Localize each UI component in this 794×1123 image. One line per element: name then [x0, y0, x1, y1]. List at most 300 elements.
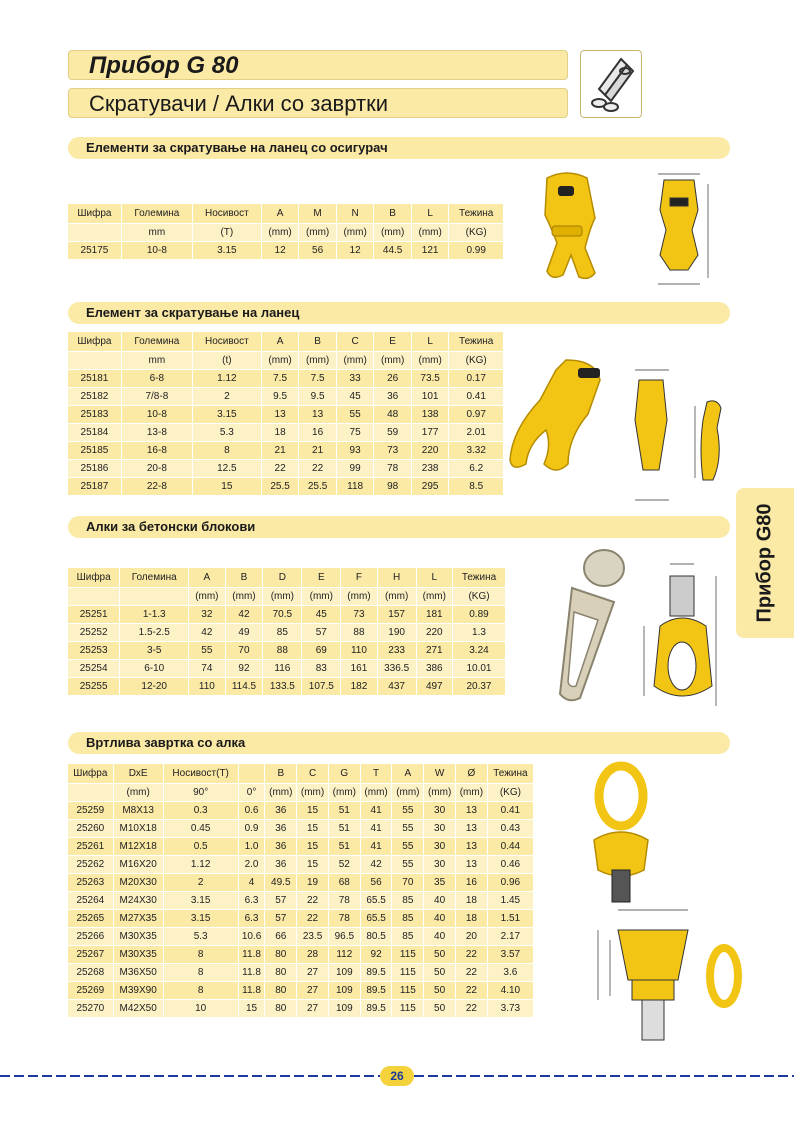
table-header-cell: [120, 588, 189, 606]
table-cell: 51: [328, 802, 360, 820]
table-cell: 497: [416, 678, 452, 696]
table-header-cell: (mm): [416, 588, 452, 606]
table-header-cell: Шифра: [68, 764, 113, 784]
table-cell: 28: [297, 946, 329, 964]
table-cell: 55: [336, 406, 374, 424]
table-cell: 109: [328, 982, 360, 1000]
table-header-cell: (mm): [297, 784, 329, 802]
table-header-cell: (mm): [299, 352, 337, 370]
table-cell: 118: [336, 478, 374, 496]
table-header-row: [68, 332, 504, 352]
table-cell: 13: [456, 802, 488, 820]
table-header-cell: N: [336, 204, 374, 224]
table-cell: M30X35: [113, 946, 163, 964]
table-cell: 25183: [68, 406, 121, 424]
table-row: [68, 242, 504, 260]
table-row: [68, 678, 506, 696]
table-cell: 45: [302, 606, 341, 624]
table-cell: M8X13: [113, 802, 163, 820]
table-cell: 25264: [68, 892, 113, 910]
table-cell: 0.89: [452, 606, 505, 624]
table-cell: 114.5: [225, 678, 263, 696]
chain-decoration-right: [414, 1070, 794, 1082]
table-cell: 220: [416, 624, 452, 642]
table-cell: 10.01: [452, 660, 505, 678]
diagram-swivel-eye-bolt: [588, 900, 748, 1050]
table-cell: 55: [392, 838, 424, 856]
table-cell: 25259: [68, 802, 113, 820]
table-cell: 3.32: [449, 442, 504, 460]
table-cell: 138: [411, 406, 449, 424]
table-cell: 5.3: [163, 928, 238, 946]
table-header-cell: Шифра: [68, 568, 120, 588]
table-cell: 25254: [68, 660, 120, 678]
table-cell: 0.3: [163, 802, 238, 820]
table-row: [68, 928, 534, 946]
table-cell: 13: [261, 406, 299, 424]
table-cell: 40: [424, 910, 456, 928]
table-cell: 13: [456, 820, 488, 838]
table-cell: 115: [392, 946, 424, 964]
table-header-cell: Тежина: [452, 568, 505, 588]
table-cell: 0.44: [487, 838, 533, 856]
table-cell: 7.5: [261, 370, 299, 388]
table-header-cell: E: [374, 332, 412, 352]
table-cell: 69: [302, 642, 341, 660]
table-cell: 25.5: [261, 478, 299, 496]
table-cell: 13: [299, 406, 337, 424]
table-cell: 89.5: [360, 982, 392, 1000]
table-header-cell: (mm): [374, 352, 412, 370]
side-tab: [736, 488, 794, 638]
table-header-cell: Големина: [120, 568, 189, 588]
table-cell: 23.5: [297, 928, 329, 946]
table-cell: M12X18: [113, 838, 163, 856]
table-cell: 0.46: [487, 856, 533, 874]
table-header-cell: (t): [192, 352, 261, 370]
table-cell: 15: [297, 802, 329, 820]
table-header-cell: B: [299, 332, 337, 352]
table-header-cell: (KG): [452, 588, 505, 606]
table-cell: 8.5: [449, 478, 504, 496]
table-cell: 85: [392, 892, 424, 910]
table-cell: 15: [297, 838, 329, 856]
table-cell: 3.15: [163, 910, 238, 928]
table-cell: 2.17: [487, 928, 533, 946]
page-title: Прибор G 80: [68, 50, 568, 80]
table-cell: 42: [225, 606, 263, 624]
table-cell: 50: [424, 982, 456, 1000]
table-cell: 16-8: [121, 442, 192, 460]
table-cell: 13: [456, 838, 488, 856]
table-cell: 27: [297, 982, 329, 1000]
table-header-cell: B: [265, 764, 297, 784]
table-cell: 25253: [68, 642, 120, 660]
table-cell: 3-5: [120, 642, 189, 660]
table-cell: 386: [416, 660, 452, 678]
table-header-cell: G: [328, 764, 360, 784]
table-cell: 25175: [68, 242, 121, 260]
table-header-cell: (mm): [360, 784, 392, 802]
table-row: [68, 910, 534, 928]
table-cell: 110: [341, 642, 377, 660]
table-cell: 116: [263, 660, 302, 678]
table-cell: M27X35: [113, 910, 163, 928]
table-cell: 99: [336, 460, 374, 478]
table-cell: 1-1.3: [120, 606, 189, 624]
table-cell: 57: [302, 624, 341, 642]
table-cell: 85: [392, 910, 424, 928]
table-cell: 27: [297, 1000, 329, 1018]
table-cell: 3.24: [452, 642, 505, 660]
table-row: [68, 478, 504, 496]
table-header-cell: L: [411, 332, 449, 352]
table-header-cell: T: [360, 764, 392, 784]
table-header-cell: Големина: [121, 204, 192, 224]
section-title-swivel-eye-bolt: Вртлива завртка со алка: [68, 732, 730, 754]
table-cell: 25251: [68, 606, 120, 624]
table-cell: 157: [377, 606, 416, 624]
table-cell: 25187: [68, 478, 121, 496]
table-cell: 25269: [68, 982, 113, 1000]
table-cell: 18: [261, 424, 299, 442]
table-cell: 12: [261, 242, 299, 260]
table-cell: 55: [392, 856, 424, 874]
table-cell: 88: [341, 624, 377, 642]
table-cell: 109: [328, 964, 360, 982]
section-title-shortener-with-safety: Елементи за скратување на ланец со осигурач: [68, 137, 730, 159]
table-cell: 107.5: [302, 678, 341, 696]
table-row: [68, 370, 504, 388]
table-header-cell: (mm): [377, 588, 416, 606]
table-cell: 41: [360, 820, 392, 838]
diagram-chain-shortener: [625, 360, 735, 510]
table-cell: 15: [238, 1000, 265, 1018]
table-cell: M24X30: [113, 892, 163, 910]
table-header-cell: A: [261, 332, 299, 352]
table-header-cell: Носивост(T): [163, 764, 238, 784]
table-cell: 190: [377, 624, 416, 642]
table-cell: 85: [392, 928, 424, 946]
table-cell: 7/8-8: [121, 388, 192, 406]
table-cell: 1.45: [487, 892, 533, 910]
table-cell: 80: [265, 946, 297, 964]
table-cell: 20.37: [452, 678, 505, 696]
table-cell: 89.5: [360, 1000, 392, 1018]
table-cell: 3.15: [192, 242, 261, 260]
table-cell: 25181: [68, 370, 121, 388]
table-header-cell: Шифра: [68, 204, 121, 224]
table-cell: 295: [411, 478, 449, 496]
table-cell: 1.12: [192, 370, 261, 388]
table-header-cell: E: [302, 568, 341, 588]
table-cell: 55: [392, 802, 424, 820]
table-header-cell: B: [225, 568, 263, 588]
table-cell: 25.5: [299, 478, 337, 496]
table-cell: 0.6: [238, 802, 265, 820]
table-cell: 10: [163, 1000, 238, 1018]
table-cell: 1.3: [452, 624, 505, 642]
table-cell: 48: [374, 406, 412, 424]
table-header-cell: L: [411, 204, 449, 224]
table-row: [68, 892, 534, 910]
table-cell: 101: [411, 388, 449, 406]
table-header-cell: A: [392, 764, 424, 784]
table-row: [68, 964, 534, 982]
table-cell: 36: [265, 838, 297, 856]
table-cell: 89.5: [360, 964, 392, 982]
table-cell: 11.8: [238, 964, 265, 982]
table-cell: 27: [297, 964, 329, 982]
table-cell: 78: [374, 460, 412, 478]
table-cell: 22: [456, 964, 488, 982]
table-cell: 0.96: [487, 874, 533, 892]
table-cell: 0.9: [238, 820, 265, 838]
table-header-row: [68, 224, 504, 242]
table-cell: 56: [299, 242, 337, 260]
table-cell: 22-8: [121, 478, 192, 496]
table-cell: 44.5: [374, 242, 412, 260]
table-cell: 115: [392, 964, 424, 982]
table-cell: 0.5: [163, 838, 238, 856]
table-cell: 18: [456, 910, 488, 928]
table-row: [68, 946, 534, 964]
table-cell: 80: [265, 964, 297, 982]
table-cell: 40: [424, 928, 456, 946]
diagram-shortener-with-safety: [650, 170, 720, 290]
table-cell: 4: [238, 874, 265, 892]
table-cell: 20-8: [121, 460, 192, 478]
table-row: [68, 820, 534, 838]
section-title-chain-shortener: Елемент за скратување на ланец: [68, 302, 730, 324]
table-cell: 6.2: [449, 460, 504, 478]
table-cell: 0.41: [487, 802, 533, 820]
table-header-cell: (mm): [424, 784, 456, 802]
table-cell: 22: [456, 946, 488, 964]
table-header-cell: [238, 764, 265, 784]
table-header-cell: Шифра: [68, 332, 121, 352]
table-header-cell: DxE: [113, 764, 163, 784]
table-cell: 92: [360, 946, 392, 964]
table-cell: 13: [456, 856, 488, 874]
table-cell: 2: [192, 388, 261, 406]
table-header-row: [68, 204, 504, 224]
table-row: [68, 1000, 534, 1018]
table-cell: 181: [416, 606, 452, 624]
table-cell: 83: [302, 660, 341, 678]
table-header-cell: (T): [192, 224, 261, 242]
table-cell: 66: [265, 928, 297, 946]
table-cell: 233: [377, 642, 416, 660]
table-cell: 75: [336, 424, 374, 442]
table-cell: 109: [328, 1000, 360, 1018]
spec-table-chain-shortener: [68, 332, 504, 496]
table-cell: 70: [225, 642, 263, 660]
table-cell: 88: [263, 642, 302, 660]
table-header-cell: [68, 784, 113, 802]
table-cell: 2: [163, 874, 238, 892]
table-cell: 133.5: [263, 678, 302, 696]
table-row: [68, 624, 506, 642]
table-cell: 41: [360, 802, 392, 820]
table-cell: 45: [336, 388, 374, 406]
table-header-cell: L: [416, 568, 452, 588]
table-cell: 68: [328, 874, 360, 892]
table-cell: 25262: [68, 856, 113, 874]
table-cell: 6.3: [238, 892, 265, 910]
table-cell: 65.5: [360, 910, 392, 928]
table-cell: 51: [328, 838, 360, 856]
table-cell: 49.5: [265, 874, 297, 892]
table-cell: 49: [225, 624, 263, 642]
table-cell: 25182: [68, 388, 121, 406]
table-row: [68, 460, 504, 478]
table-cell: 92: [225, 660, 263, 678]
table-cell: 26: [374, 370, 412, 388]
table-header-cell: [68, 588, 120, 606]
table-header-cell: Ø: [456, 764, 488, 784]
table-cell: 59: [374, 424, 412, 442]
table-cell: 80: [265, 1000, 297, 1018]
table-cell: 57: [265, 910, 297, 928]
table-cell: 8: [192, 442, 261, 460]
table-cell: 3.15: [163, 892, 238, 910]
table-cell: 22: [261, 460, 299, 478]
table-header-cell: Тежина: [449, 204, 504, 224]
table-cell: 85: [263, 624, 302, 642]
table-cell: 177: [411, 424, 449, 442]
table-cell: 182: [341, 678, 377, 696]
table-cell: 16: [299, 424, 337, 442]
table-cell: 73: [374, 442, 412, 460]
table-cell: 25263: [68, 874, 113, 892]
table-cell: 30: [424, 838, 456, 856]
table-cell: M39X90: [113, 982, 163, 1000]
table-cell: 15: [297, 856, 329, 874]
table-cell: 12: [336, 242, 374, 260]
table-cell: 50: [424, 1000, 456, 1018]
table-cell: 22: [299, 460, 337, 478]
table-cell: 115: [392, 1000, 424, 1018]
table-cell: 15: [297, 820, 329, 838]
table-header-cell: (mm): [189, 588, 225, 606]
table-header-cell: W: [424, 764, 456, 784]
table-cell: 4.10: [487, 982, 533, 1000]
table-cell: 93: [336, 442, 374, 460]
table-header-row: [68, 352, 504, 370]
table-cell: 41: [360, 838, 392, 856]
table-cell: 3.6: [487, 964, 533, 982]
table-cell: 11.8: [238, 946, 265, 964]
table-cell: 11.8: [238, 982, 265, 1000]
table-cell: 25184: [68, 424, 121, 442]
table-cell: 30: [424, 802, 456, 820]
table-header-cell: (KG): [487, 784, 533, 802]
table-cell: 2.01: [449, 424, 504, 442]
product-image-shortener-with-safety: [522, 168, 612, 288]
table-cell: M20X30: [113, 874, 163, 892]
table-cell: 40: [424, 892, 456, 910]
table-header-cell: (mm): [299, 224, 337, 242]
table-cell: 25261: [68, 838, 113, 856]
table-cell: 15: [192, 478, 261, 496]
table-header-cell: (KG): [449, 224, 504, 242]
table-cell: 50: [424, 964, 456, 982]
table-cell: 6-10: [120, 660, 189, 678]
page-subtitle: Скратувачи / Алки со завртки: [68, 88, 568, 118]
table-cell: 0.99: [449, 242, 504, 260]
chain-shortener-icon: [580, 50, 642, 118]
chain-decoration-left: [0, 1070, 380, 1082]
table-header-row: [68, 568, 506, 588]
table-cell: 112: [328, 946, 360, 964]
table-cell: 121: [411, 242, 449, 260]
table-cell: 10.6: [238, 928, 265, 946]
table-cell: 73: [341, 606, 377, 624]
table-header-cell: (mm): [341, 588, 377, 606]
table-cell: 110: [189, 678, 225, 696]
table-cell: 80: [265, 982, 297, 1000]
table-cell: M10X18: [113, 820, 163, 838]
table-cell: 30: [424, 856, 456, 874]
table-header-cell: (mm): [261, 224, 299, 242]
table-cell: 25255: [68, 678, 120, 696]
table-header-cell: (mm): [336, 224, 374, 242]
table-row: [68, 856, 534, 874]
table-header-cell: (mm): [265, 784, 297, 802]
table-header-cell: A: [189, 568, 225, 588]
table-header-cell: C: [336, 332, 374, 352]
table-cell: 5.3: [192, 424, 261, 442]
table-cell: 25186: [68, 460, 121, 478]
table-cell: 70.5: [263, 606, 302, 624]
table-cell: 13-8: [121, 424, 192, 442]
table-cell: 36: [265, 802, 297, 820]
table-header-cell: (mm): [374, 224, 412, 242]
table-cell: 36: [374, 388, 412, 406]
table-cell: 73.5: [411, 370, 449, 388]
table-header-cell: F: [341, 568, 377, 588]
side-tab-label: Прибор G80: [753, 503, 776, 623]
table-header-cell: 0°: [238, 784, 265, 802]
table-cell: 21: [261, 442, 299, 460]
table-cell: 98: [374, 478, 412, 496]
table-cell: M30X35: [113, 928, 163, 946]
table-cell: 55: [392, 820, 424, 838]
table-header-cell: (mm): [456, 784, 488, 802]
table-row: [68, 982, 534, 1000]
table-header-row: [68, 588, 506, 606]
table-header-cell: (mm): [392, 784, 424, 802]
table-cell: 74: [189, 660, 225, 678]
table-header-cell: D: [263, 568, 302, 588]
table-row: [68, 424, 504, 442]
product-image-swivel-eye-bolt: [576, 760, 666, 910]
section-title-concrete-block-rings: Алки за бетонски блокови: [68, 516, 730, 538]
table-header-cell: (mm): [411, 224, 449, 242]
table-cell: 1.0: [238, 838, 265, 856]
diagram-concrete-block-ring: [630, 556, 730, 716]
table-cell: 336.5: [377, 660, 416, 678]
table-cell: 3.73: [487, 1000, 533, 1018]
table-header-cell: 90°: [163, 784, 238, 802]
table-cell: 6.3: [238, 910, 265, 928]
table-cell: 50: [424, 946, 456, 964]
table-header-cell: Големина: [121, 332, 192, 352]
table-cell: 65.5: [360, 892, 392, 910]
table-row: [68, 388, 504, 406]
table-header-cell: (mm): [302, 588, 341, 606]
